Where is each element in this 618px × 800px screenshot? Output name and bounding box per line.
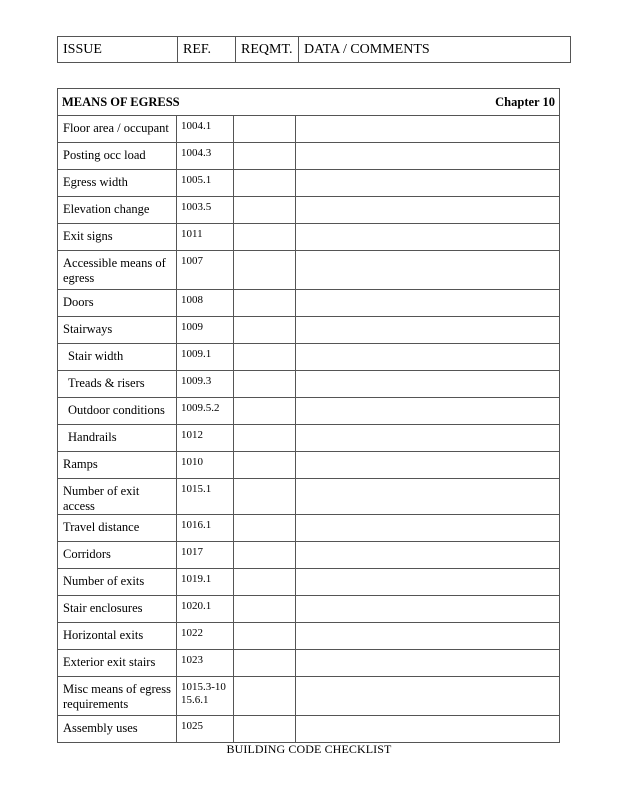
header-issue: ISSUE <box>58 37 178 63</box>
reqmt-cell[interactable] <box>234 251 296 290</box>
comments-cell[interactable] <box>296 170 560 197</box>
ref-cell: 1022 <box>177 623 234 650</box>
section-chapter: Chapter 10 <box>495 94 555 109</box>
checklist-row <box>58 290 560 317</box>
ref-cell: 1015.1 <box>177 479 234 515</box>
section-title: MEANS OF EGRESS <box>62 94 180 109</box>
issue-cell: Treads & risers <box>58 371 177 398</box>
reqmt-cell[interactable] <box>234 317 296 344</box>
ref-cell: 1025 <box>177 716 234 743</box>
comments-cell[interactable] <box>296 650 560 677</box>
comments-cell[interactable] <box>296 224 560 251</box>
ref-cell: 1009.1 <box>177 344 234 371</box>
section-header-cell <box>58 89 560 116</box>
checklist-row <box>58 677 560 716</box>
checklist-row <box>58 650 560 677</box>
comments-cell[interactable] <box>296 344 560 371</box>
checklist-row <box>58 452 560 479</box>
egress-checklist-table <box>57 88 560 743</box>
reqmt-cell[interactable] <box>234 197 296 224</box>
ref-cell: 1009.3 <box>177 371 234 398</box>
issue-cell: Misc means of egress requirements <box>58 677 177 716</box>
section-header-row <box>58 89 560 116</box>
comments-cell[interactable] <box>296 425 560 452</box>
reqmt-cell[interactable] <box>234 224 296 251</box>
checklist-row <box>58 371 560 398</box>
checklist-row <box>58 197 560 224</box>
issue-cell: Assembly uses <box>58 716 177 743</box>
checklist-row <box>58 596 560 623</box>
checklist-row <box>58 542 560 569</box>
ref-cell: 1010 <box>177 452 234 479</box>
issue-cell: Exit signs <box>58 224 177 251</box>
comments-cell[interactable] <box>296 197 560 224</box>
checklist-row <box>58 716 560 743</box>
ref-cell: 1012 <box>177 425 234 452</box>
issue-cell: Handrails <box>58 425 177 452</box>
checklist-row <box>58 224 560 251</box>
column-header-row <box>58 37 571 63</box>
checklist-row <box>58 569 560 596</box>
header-comments: DATA / COMMENTS <box>299 37 571 63</box>
header-ref: REF. <box>178 37 236 63</box>
ref-cell: 1020.1 <box>177 596 234 623</box>
issue-cell: Stairways <box>58 317 177 344</box>
issue-cell: Corridors <box>58 542 177 569</box>
ref-cell: 1004.3 <box>177 143 234 170</box>
reqmt-cell[interactable] <box>234 425 296 452</box>
comments-cell[interactable] <box>296 452 560 479</box>
comments-cell[interactable] <box>296 398 560 425</box>
issue-cell: Number of exit access <box>58 479 177 515</box>
comments-cell[interactable] <box>296 290 560 317</box>
reqmt-cell[interactable] <box>234 290 296 317</box>
issue-cell: Floor area / occupant <box>58 116 177 143</box>
ref-cell: 1003.5 <box>177 197 234 224</box>
ref-cell: 1015.3-10 15.6.1 <box>177 677 234 716</box>
comments-cell[interactable] <box>296 677 560 716</box>
ref-cell: 1023 <box>177 650 234 677</box>
checklist-row <box>58 344 560 371</box>
reqmt-cell[interactable] <box>234 371 296 398</box>
issue-cell: Number of exits <box>58 569 177 596</box>
comments-cell[interactable] <box>296 569 560 596</box>
checklist-row <box>58 170 560 197</box>
reqmt-cell[interactable] <box>234 398 296 425</box>
reqmt-cell[interactable] <box>234 716 296 743</box>
issue-cell: Ramps <box>58 452 177 479</box>
comments-cell[interactable] <box>296 623 560 650</box>
issue-cell: Exterior exit stairs <box>58 650 177 677</box>
ref-cell: 1007 <box>177 251 234 290</box>
ref-cell: 1009 <box>177 317 234 344</box>
comments-cell[interactable] <box>296 371 560 398</box>
issue-cell: Doors <box>58 290 177 317</box>
comments-cell[interactable] <box>296 716 560 743</box>
comments-cell[interactable] <box>296 317 560 344</box>
reqmt-cell[interactable] <box>234 650 296 677</box>
comments-cell[interactable] <box>296 542 560 569</box>
issue-cell: Stair enclosures <box>58 596 177 623</box>
ref-cell: 1011 <box>177 224 234 251</box>
checklist-row <box>58 479 560 515</box>
reqmt-cell[interactable] <box>234 452 296 479</box>
checklist-row <box>58 515 560 542</box>
issue-cell: Accessible means of egress <box>58 251 177 290</box>
comments-cell[interactable] <box>296 251 560 290</box>
checklist-row <box>58 116 560 143</box>
issue-cell: Travel distance <box>58 515 177 542</box>
issue-cell: Posting occ load <box>58 143 177 170</box>
comments-cell[interactable] <box>296 479 560 515</box>
ref-cell: 1004.1 <box>177 116 234 143</box>
ref-cell: 1017 <box>177 542 234 569</box>
reqmt-cell[interactable] <box>234 170 296 197</box>
page-footer: BUILDING CODE CHECKLIST <box>226 742 392 756</box>
reqmt-cell[interactable] <box>234 596 296 623</box>
comments-cell[interactable] <box>296 515 560 542</box>
reqmt-cell[interactable] <box>234 116 296 143</box>
reqmt-cell[interactable] <box>234 623 296 650</box>
checklist-row <box>58 623 560 650</box>
issue-cell: Horizontal exits <box>58 623 177 650</box>
reqmt-cell[interactable] <box>234 143 296 170</box>
reqmt-cell[interactable] <box>234 344 296 371</box>
checklist-row <box>58 425 560 452</box>
checklist-row <box>58 143 560 170</box>
reqmt-cell[interactable] <box>234 542 296 569</box>
ref-cell: 1009.5.2 <box>177 398 234 425</box>
ref-cell: 1005.1 <box>177 170 234 197</box>
issue-cell: Elevation change <box>58 197 177 224</box>
comments-cell[interactable] <box>296 596 560 623</box>
issue-cell: Outdoor conditions <box>58 398 177 425</box>
checklist-row <box>58 251 560 290</box>
reqmt-cell[interactable] <box>234 479 296 515</box>
column-header-table <box>57 36 571 63</box>
ref-cell: 1019.1 <box>177 569 234 596</box>
header-reqmt: REQMT. <box>236 37 299 63</box>
reqmt-cell[interactable] <box>234 677 296 716</box>
issue-cell: Egress width <box>58 170 177 197</box>
comments-cell[interactable] <box>296 143 560 170</box>
reqmt-cell[interactable] <box>234 569 296 596</box>
ref-cell: 1016.1 <box>177 515 234 542</box>
comments-cell[interactable] <box>296 116 560 143</box>
checklist-row <box>58 317 560 344</box>
ref-cell: 1008 <box>177 290 234 317</box>
issue-cell: Stair width <box>58 344 177 371</box>
checklist-row <box>58 398 560 425</box>
reqmt-cell[interactable] <box>234 515 296 542</box>
